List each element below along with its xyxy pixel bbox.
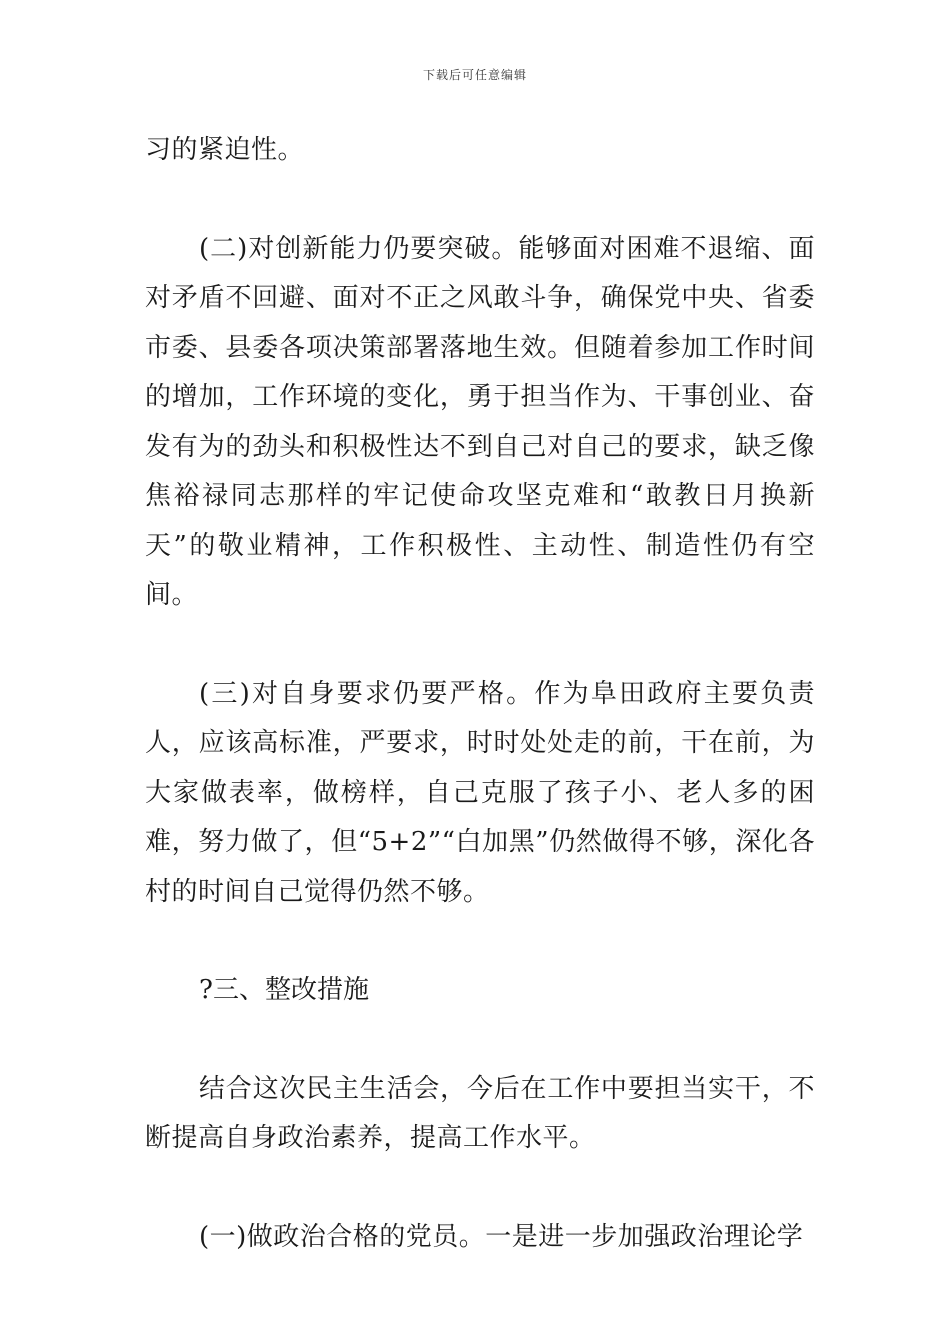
- paragraph-gap: [145, 917, 815, 966]
- section-heading: ?三、整改措施: [199, 975, 369, 1005]
- paragraph-gap: [145, 176, 815, 225]
- paragraph-self-requirements: (三)对自身要求仍要严格。作为阜田政府主要负责人，应该高标准，严要求，时时处处走的前，干在前，为大家做表率，做榜样，自己克服了孩子小、老人多的困难，努力做了，但“5+2”“白加黑”仍然做得不够，深化各村的时间自己觉得仍然不够。: [145, 678, 815, 907]
- document-body: [145, 126, 815, 1262]
- paragraph-innovation: (二)对创新能力仍要突破。能够面对困难不退缩、面对矛盾不回避、面对不正之风敢斗争，确保党中央、省委市委、县委各项决策部署落地生效。但随着参加工作时间的增加，工作环境的变化，勇于担当作为、干事创业、奋发有为的劲头和积极性达不到自己对自己的要求，缺乏像焦裕禄同志那样的牢记使命攻坚克难和“敢教日月换新天”的敬业精神，工作积极性、主动性、制造性仍有空间。: [145, 233, 815, 610]
- paragraph-rectification-intro: 结合这次民主生活会，今后在工作中要担当实干，不断提高自身政治素养，提高工作水平。: [145, 1073, 815, 1153]
- paragraph-gap: [145, 621, 815, 670]
- paragraph-gap: [145, 1016, 815, 1065]
- paragraph-gap: [145, 1164, 815, 1213]
- paragraph-political-member: (一)做政治合格的党员。一是进一步加强政治理论学: [199, 1221, 804, 1252]
- paragraph-continuation: 习的紧迫性。: [145, 135, 305, 165]
- page-header: 下载后可任意编辑: [422, 68, 527, 82]
